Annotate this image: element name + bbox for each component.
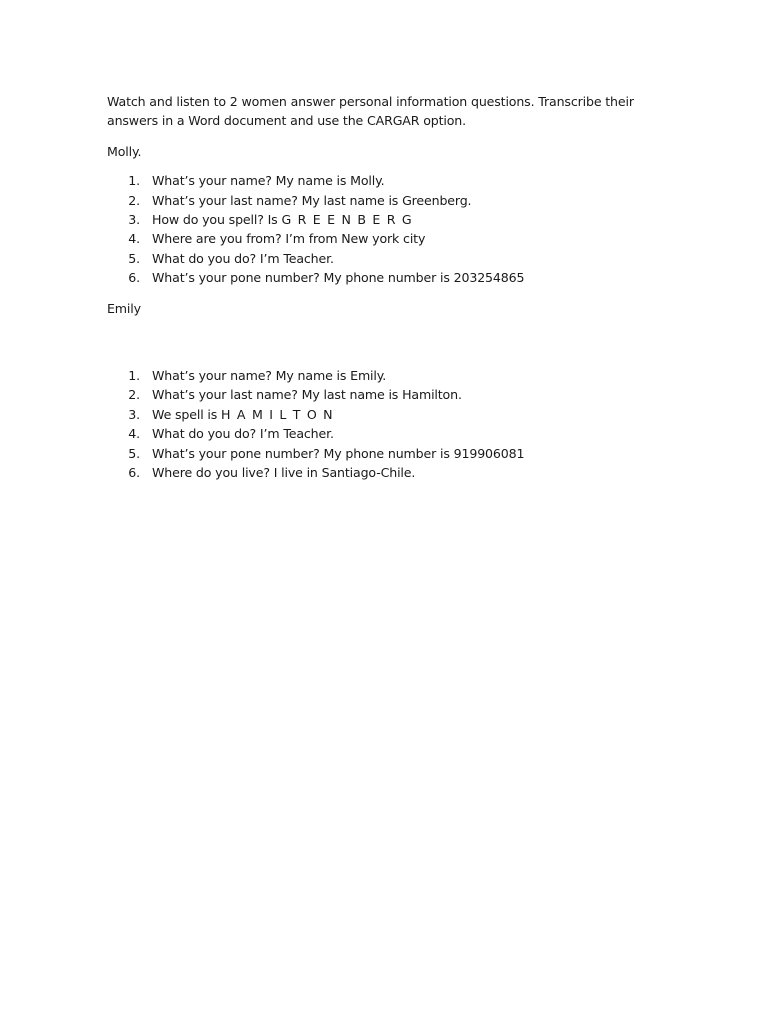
list-item <box>107 191 667 210</box>
list-number: 6. <box>128 465 140 481</box>
list-item-text: What’s your pone number? My phone number is 919906081 <box>152 445 525 461</box>
list-number: 2. <box>128 387 140 403</box>
list-item <box>107 405 667 424</box>
list-item-text: What’s your name? My name is Molly. <box>152 173 385 189</box>
list-number: 5. <box>128 445 140 461</box>
list-item <box>107 268 667 287</box>
list-number: 4. <box>128 231 140 247</box>
section-heading-molly: Molly. <box>107 143 142 159</box>
list-item <box>107 463 667 482</box>
list-item-text: What’s your name? My name is Emily. <box>152 368 387 384</box>
list-item-text: Where do you live? I live in Santiago-Chile. <box>152 465 416 481</box>
list-item <box>107 385 667 404</box>
list-number: 1. <box>128 368 140 384</box>
list-number: 1. <box>128 173 140 189</box>
document-body <box>107 92 667 483</box>
list-number: 3. <box>128 212 140 228</box>
list-number: 4. <box>128 426 140 442</box>
list-item-text: Where are you from? I’m from New york city <box>152 231 426 247</box>
list-item-text: What’s your last name? My last name is Greenberg. <box>152 192 472 208</box>
list-item-text: What’s your pone number? My phone number is 203254865 <box>152 270 525 286</box>
section-heading-emily: Emily <box>107 300 141 316</box>
list-item-text: What do you do? I’m Teacher. <box>152 250 334 266</box>
molly-answers-list <box>107 171 667 287</box>
list-item <box>107 444 667 463</box>
list-number: 6. <box>128 270 140 286</box>
list-item-text: What do you do? I’m Teacher. <box>152 426 334 442</box>
intro-paragraph: Watch and listen to 2 women answer personal information questions. Transcribe their answers in a Word document and use the CARGAR option. <box>107 94 634 129</box>
spelled-last-name: G R E E N B E R G <box>281 212 413 228</box>
list-item <box>107 424 667 443</box>
spelled-last-name: H A M I L T O N <box>221 406 334 422</box>
list-number: 5. <box>128 250 140 266</box>
list-item <box>107 171 667 190</box>
list-item-text: We spell is <box>152 406 222 422</box>
list-item <box>107 366 667 385</box>
list-item-text: What’s your last name? My last name is Hamilton. <box>152 387 462 403</box>
list-item-text: How do you spell? Is <box>152 212 282 228</box>
emily-answers-list <box>107 366 667 482</box>
list-item <box>107 249 667 268</box>
list-item <box>107 229 667 248</box>
list-number: 3. <box>128 406 140 422</box>
list-number: 2. <box>128 192 140 208</box>
list-item <box>107 210 667 229</box>
